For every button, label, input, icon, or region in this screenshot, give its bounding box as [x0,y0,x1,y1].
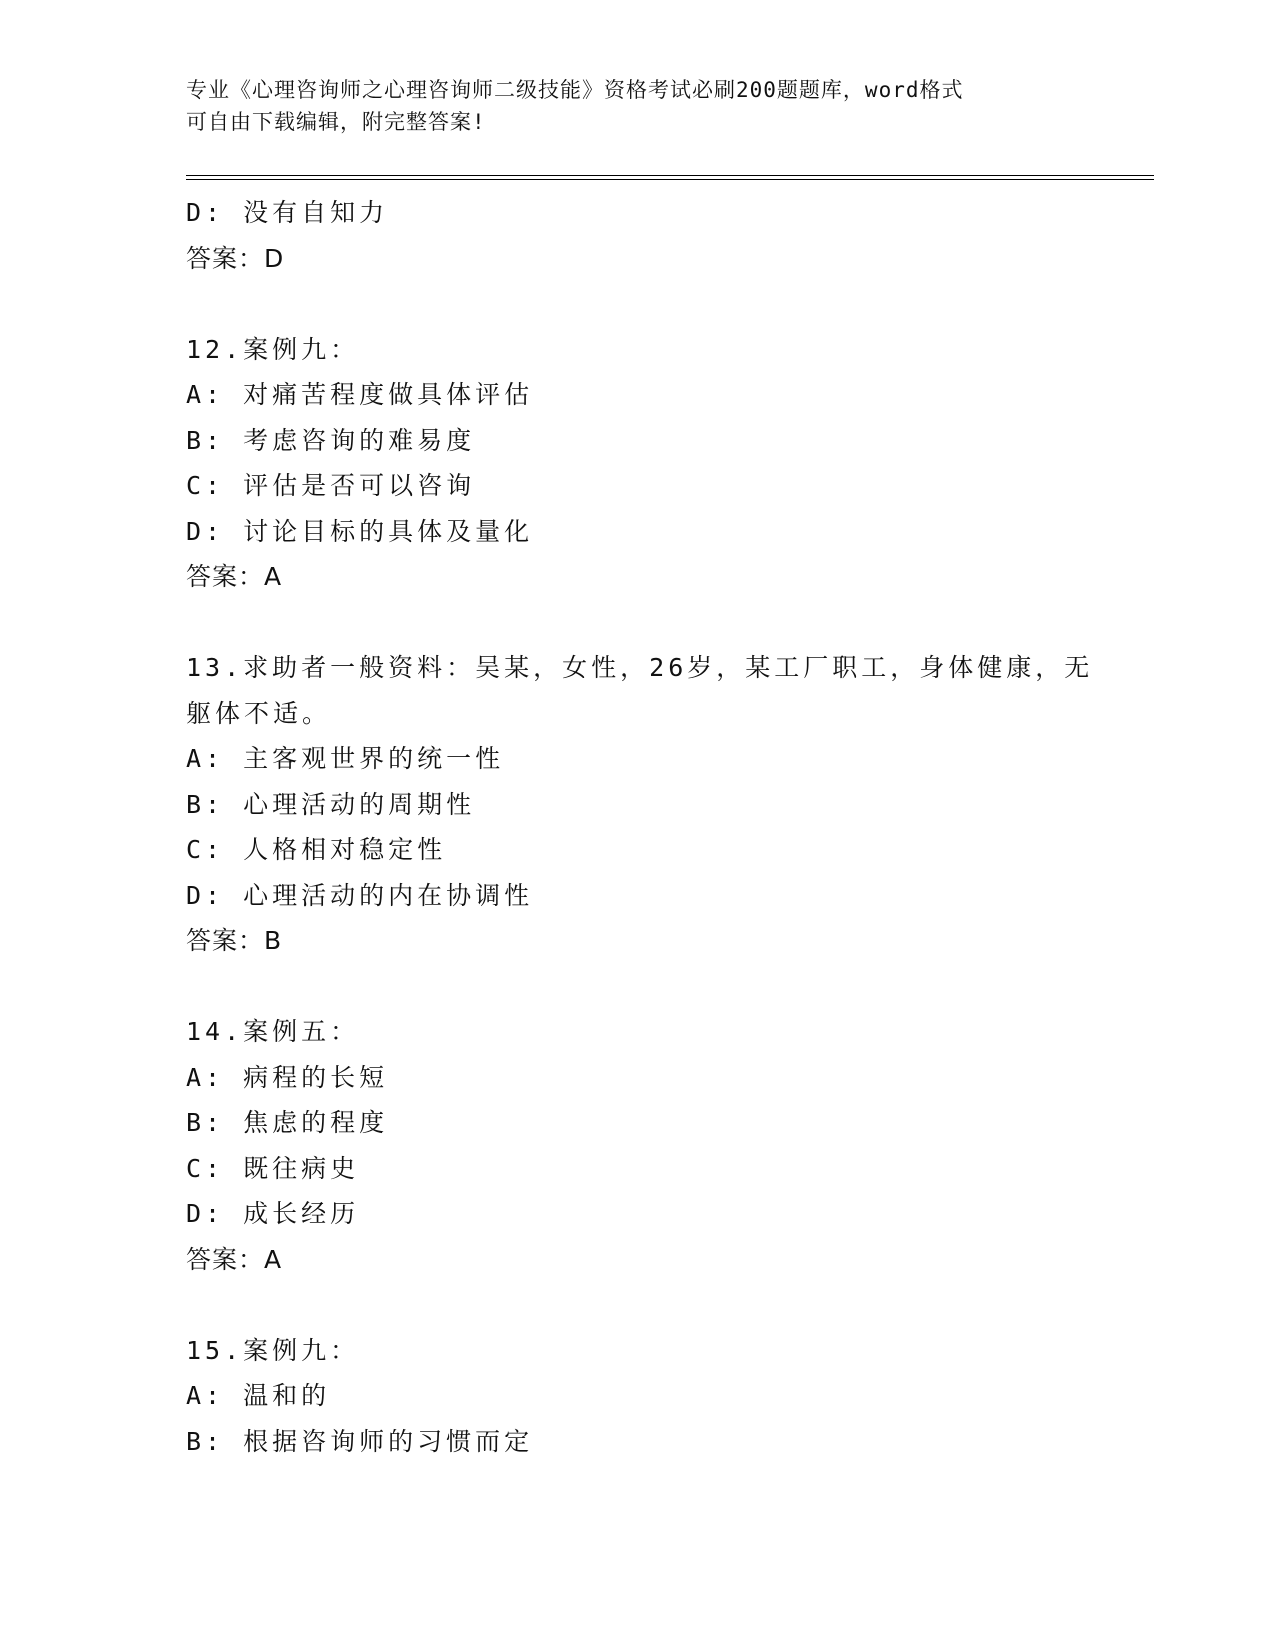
option-b: B: 心理活动的周期性 [186,789,476,819]
option-b: B: 焦虑的程度 [186,1108,389,1137]
option-a: A: 病程的长短 [186,1062,389,1092]
question-stem-line-2: 躯体不适。 [186,698,332,728]
question-stem: 14.案例五： [186,1017,360,1046]
answer-line: 答案：A [186,562,283,591]
question-13 [186,645,1094,964]
option-b: B: 根据咨询师的习惯而定 [186,1426,534,1456]
option-a: A: 温和的 [186,1381,331,1410]
question-stem-line-1: 13.求助者一般资料：吴某，女性，26岁，某工厂职工，身体健康，无 [186,653,1094,682]
question-11 [186,190,1086,281]
header-divider [186,175,1154,180]
option-a: A: 对痛苦程度做具体评估 [186,380,534,409]
answer-line: 答案：D [186,243,285,273]
option-b: B: 考虑咨询的难易度 [186,425,476,455]
option-c: C: 人格相对稳定性 [186,835,447,864]
header-title-line-1: 专业《心理咨询师之心理咨询师二级技能》资格考试必刷200题题库，word格式 [186,78,964,102]
question-list [186,190,1094,1464]
option-a: A: 主客观世界的统一性 [186,744,505,773]
option-d: D: 心理活动的内在协调性 [186,880,534,910]
option-d: D: 讨论目标的具体及量化 [186,516,534,546]
question-stem: 15.案例九： [186,1335,360,1365]
question-12 [186,327,1086,600]
option-c: C: 既往病史 [186,1153,360,1183]
option-c: C: 评估是否可以咨询 [186,471,476,500]
question-14 [186,1009,1086,1282]
option-d: D: 没有自知力 [186,198,389,227]
question-15 [186,1328,1086,1465]
answer-line: 答案：A [186,1244,283,1274]
question-stem: 12.案例九： [186,334,360,364]
answer-line: 答案：B [186,926,283,955]
header-title-line-2: 可自由下载编辑，附完整答案! [186,110,486,134]
option-d: D: 成长经历 [186,1199,360,1228]
document-header [186,74,1086,138]
